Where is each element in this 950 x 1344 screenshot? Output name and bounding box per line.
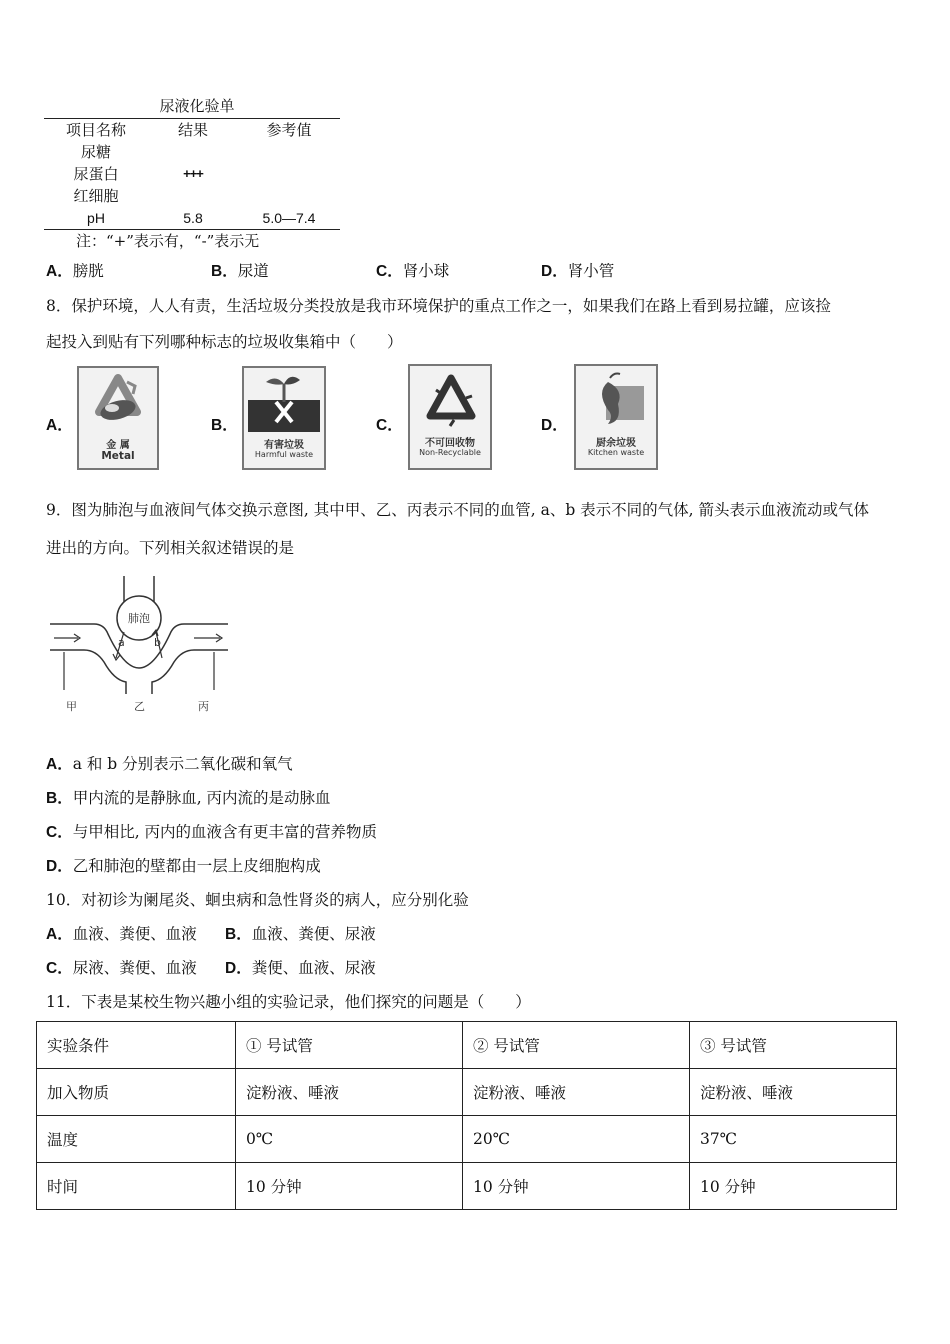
q8-label-b[interactable]: B． — [211, 417, 238, 434]
table-cell: 0℃ — [236, 1116, 463, 1163]
q8-stem-line1: 8．保护环境，人人有责，生活垃圾分类投放是我市环境保护的重点工作之一，如果我们在路上看到易拉罐，应该捡 — [46, 297, 831, 315]
row-reference: 5.0—7.4 — [262, 210, 316, 226]
sign-caption-en: Metal — [101, 450, 135, 462]
option-text: 尿道 — [237, 262, 269, 280]
q7-option-b[interactable] — [211, 261, 269, 282]
alveolus-label: 肺泡 — [128, 612, 150, 625]
option-text: 与甲相比, 丙内的血液含有更丰富的营养物质 — [72, 823, 378, 841]
q10-option-b[interactable] — [225, 924, 376, 945]
table-cell: 淀粉液、唾液 — [463, 1069, 690, 1116]
table-cell: 37℃ — [690, 1116, 897, 1163]
q10-stem: 10．对初诊为阑尾炎、蛔虫病和急性肾炎的病人，应分别化验 — [46, 891, 469, 909]
table-cell: ③ 号试管 — [690, 1022, 897, 1069]
option-text: 膀胱 — [72, 262, 104, 280]
table-cell: 20℃ — [463, 1116, 690, 1163]
option-label: B． — [211, 263, 238, 280]
row-item: 尿蛋白 — [73, 165, 119, 183]
row-result: +++ — [183, 166, 203, 181]
q10-option-a[interactable] — [46, 924, 197, 945]
apple-core-icon — [588, 372, 648, 432]
row-reference — [238, 163, 340, 185]
harmful-waste-icon — [246, 372, 322, 434]
q7-option-d[interactable] — [541, 261, 614, 282]
table-cell: 10 分钟 — [690, 1163, 897, 1210]
table-cell: 10 分钟 — [463, 1163, 690, 1210]
vessel-yi-label: 乙 — [134, 700, 145, 713]
option-label: D． — [541, 263, 568, 280]
option-label: C． — [46, 960, 73, 977]
table-cell: 时间 — [37, 1163, 236, 1210]
metal-recycle-sign[interactable] — [77, 366, 159, 470]
q9-stem-line1: 9．图为肺泡与血液间气体交换示意图, 其中甲、乙、丙表示不同的血管, a、b 表示不同的气体, 箭头表示血液流动或气体 — [46, 501, 870, 519]
table-row — [37, 1116, 897, 1163]
vessel-bing-label: 丙 — [198, 700, 209, 713]
row-result: 5.8 — [183, 210, 203, 226]
non-recyclable-icon — [420, 372, 482, 432]
urine-sheet-note: 注：“+”表示有，“-”表示无 — [76, 232, 260, 250]
table-row — [44, 141, 340, 163]
option-label: C． — [376, 263, 403, 280]
option-label: B． — [225, 926, 252, 943]
alveolus-gas-exchange-diagram — [44, 572, 240, 722]
row-result — [148, 141, 238, 163]
option-text: 甲内流的是静脉血, 丙内流的是动脉血 — [72, 789, 331, 807]
row-item: pH — [87, 210, 105, 226]
sign-caption-cn: 金 属 — [106, 440, 130, 451]
q9-option-a[interactable] — [46, 754, 293, 775]
table-cell: 加入物质 — [37, 1069, 236, 1116]
q8-label-c[interactable]: C． — [376, 417, 403, 434]
table-cell: 温度 — [37, 1116, 236, 1163]
option-label: B． — [46, 790, 73, 807]
sign-caption-en: Kitchen waste — [587, 448, 645, 457]
table-header-row — [44, 119, 340, 141]
vessel-jia-label: 甲 — [66, 700, 77, 713]
table-row — [37, 1069, 897, 1116]
q11-stem: 11．下表是某校生物兴趣小组的实验记录，他们探究的问题是（ ） — [46, 993, 531, 1011]
option-label: C． — [46, 824, 73, 841]
gas-b-label: b — [154, 636, 161, 649]
table-cell: 实验条件 — [37, 1022, 236, 1069]
experiment-table — [36, 1021, 897, 1210]
option-text: 粪便、血液、尿液 — [251, 959, 376, 977]
option-label: A． — [46, 756, 73, 773]
q8-label-d[interactable]: D． — [541, 417, 568, 434]
option-text: 尿液、粪便、血液 — [72, 959, 197, 977]
row-reference — [238, 185, 340, 207]
option-text: a 和 b 分别表示二氧化碳和氧气 — [72, 755, 293, 773]
option-text: 肾小管 — [567, 262, 615, 280]
option-text: 乙和肺泡的壁都由一层上皮细胞构成 — [72, 857, 321, 875]
option-label: D． — [225, 960, 252, 977]
sign-caption-en: Non-Recyclable — [419, 448, 481, 457]
q7-option-c[interactable] — [376, 261, 449, 282]
option-label: A． — [46, 926, 73, 943]
table-cell: ② 号试管 — [463, 1022, 690, 1069]
header-result: 结果 — [177, 121, 208, 139]
header-item: 项目名称 — [65, 121, 126, 139]
q9-option-c[interactable] — [46, 822, 377, 843]
table-cell: 淀粉液、唾液 — [690, 1069, 897, 1116]
table-row — [44, 207, 340, 229]
non-recyclable-sign[interactable] — [408, 364, 492, 470]
row-item: 尿糖 — [80, 143, 111, 161]
table-cell: ① 号试管 — [236, 1022, 463, 1069]
option-text: 血液、粪便、血液 — [72, 925, 197, 943]
sign-caption-cn: 厨余垃圾 — [596, 438, 636, 449]
table-row — [37, 1022, 897, 1069]
q9-option-d[interactable] — [46, 856, 321, 877]
option-text: 肾小球 — [402, 262, 450, 280]
table-row — [44, 185, 340, 207]
q10-option-c[interactable] — [46, 958, 197, 979]
recycle-arrows-icon — [87, 372, 149, 434]
row-item: 红细胞 — [73, 187, 119, 205]
q10-option-d[interactable] — [225, 958, 376, 979]
q9-option-b[interactable] — [46, 788, 331, 809]
row-reference — [238, 141, 340, 163]
harmful-waste-sign[interactable] — [242, 366, 326, 470]
option-label: D． — [46, 858, 73, 875]
row-result — [148, 185, 238, 207]
option-label: A． — [46, 263, 73, 280]
kitchen-waste-sign[interactable] — [574, 364, 658, 470]
table-cell: 淀粉液、唾液 — [236, 1069, 463, 1116]
q8-stem-line2: 起投入到贴有下列哪种标志的垃圾收集箱中（ ） — [46, 333, 403, 351]
header-reference: 参考值 — [266, 121, 312, 139]
sign-caption-en: Harmful waste — [254, 450, 314, 459]
table-row — [37, 1163, 897, 1210]
q9-stem-line2: 进出的方向。下列相关叙述错误的是 — [46, 539, 295, 557]
gas-a-label: a — [118, 636, 125, 649]
q7-option-a[interactable] — [46, 261, 104, 282]
urine-lab-sheet — [44, 94, 340, 252]
q8-label-a[interactable]: A． — [46, 417, 73, 434]
urine-sheet-title: 尿液化验单 — [159, 97, 235, 115]
sign-caption-cn: 不可回收物 — [425, 438, 475, 449]
table-cell: 10 分钟 — [236, 1163, 463, 1210]
option-text: 血液、粪便、尿液 — [251, 925, 376, 943]
urine-table — [44, 119, 340, 229]
table-row — [44, 163, 340, 185]
sign-caption-cn: 有害垃圾 — [264, 440, 304, 451]
